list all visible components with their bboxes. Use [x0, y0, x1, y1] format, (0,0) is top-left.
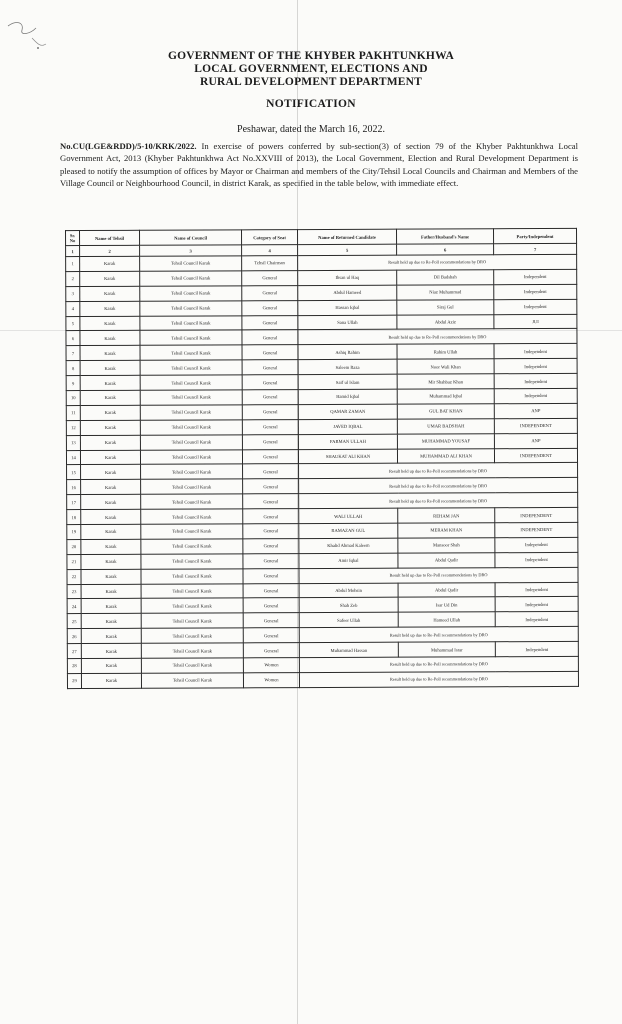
col-number: 6 — [397, 244, 494, 255]
cell-party: Independent — [494, 269, 577, 284]
cell-tehsil: Karak — [80, 375, 140, 390]
cell-sr-no: 2 — [66, 271, 80, 286]
cell-party: INDEPENDENT — [494, 418, 577, 433]
cell-father: GUL BAT KHAN — [397, 404, 494, 419]
cell-council: Tehsil Council Karak — [141, 673, 243, 688]
cell-category: General — [242, 405, 298, 420]
results-table — [65, 228, 579, 689]
cell-father: Abdul Aziz — [397, 314, 494, 329]
cell-result-held: Result held up due to Re-Poll recommendations by DRO — [299, 463, 578, 479]
cell-category: General — [242, 360, 298, 375]
cell-party: ANP — [494, 433, 577, 448]
cell-father: Rahim Ullah — [397, 344, 494, 359]
cell-sr-no: 19 — [67, 525, 81, 540]
cell-council: Tehsil Council Karak — [140, 420, 242, 435]
cell-candidate: Hamid Iqbal — [298, 389, 397, 404]
cell-father: UMAR BADSHAH — [397, 419, 494, 434]
cell-party: INDEPENDENT — [494, 448, 577, 463]
col-number: 3 — [140, 245, 242, 256]
cell-category: Tehsil Chairman — [242, 256, 298, 271]
cell-sr-no: 3 — [66, 286, 80, 301]
cell-category: General — [242, 449, 298, 464]
cell-council: Tehsil Council Karak — [141, 509, 243, 524]
cell-category: General — [242, 285, 298, 300]
cell-category: General — [243, 524, 299, 539]
cell-category: General — [242, 375, 298, 390]
dated-line: Peshawar, dated the March 16, 2022. — [237, 124, 385, 135]
cell-party: JUI — [494, 314, 577, 329]
cell-council: Tehsil Council Karak — [141, 569, 243, 584]
cell-tehsil: Karak — [80, 301, 140, 316]
cell-party: Independent — [495, 612, 578, 627]
cell-tehsil: Karak — [81, 495, 141, 510]
cell-category: General — [242, 330, 298, 345]
body-paragraph: In exercise of powers conferred by sub-section(3) of section 79 of the Khyber Pakhtunkhwa Local Government Act, 2013 (Khyber Pakhtunkhwa Act No.XXVIII of 2013), the Local Government, Election and Rural Development Department is pleased to notify the assumption of offices by Mayor or Chairman and members of the City/Tehsil Local Councils and Chairman and Members of the Village Council or Neighbourhood Council, in district Karak, as specified in the table below, with immediate effect. — [60, 141, 578, 189]
cell-tehsil: Karak — [80, 420, 140, 435]
cell-father: Siraj Gul — [397, 299, 494, 314]
cell-sr-no: 5 — [66, 316, 80, 331]
cell-candidate: RAMAZAN GUL — [299, 523, 398, 538]
cell-category: General — [243, 583, 299, 598]
cell-sr-no: 29 — [67, 673, 81, 688]
cell-tehsil: Karak — [80, 256, 140, 271]
cell-result-held: Result held up due to Re-Poll recommendations by DRO — [298, 329, 577, 345]
cell-category: General — [243, 479, 299, 494]
cell-tehsil: Karak — [81, 569, 141, 584]
header-party: Party/Independent — [493, 228, 576, 243]
cell-sr-no: 15 — [67, 465, 81, 480]
cell-sr-no: 18 — [67, 510, 81, 525]
cell-sr-no: 11 — [66, 405, 80, 420]
cell-council: Tehsil Council Karak — [141, 643, 243, 658]
cell-council: Tehsil Council Karak — [141, 554, 243, 569]
header-father: Father/Husband's Name — [397, 229, 494, 244]
cell-tehsil: Karak — [80, 405, 140, 420]
cell-party: Independent — [494, 388, 577, 403]
cell-council: Tehsil Council Karak — [140, 345, 242, 360]
cell-candidate: Safeer Ullah — [299, 613, 398, 628]
col-number: 7 — [494, 243, 577, 254]
col-number: 1 — [66, 246, 80, 257]
cell-father: Mansoor Shah — [398, 538, 495, 553]
cell-category: General — [242, 300, 298, 315]
cell-candidate: QAMAR ZAMAN — [298, 404, 397, 419]
cell-sr-no: 25 — [67, 614, 81, 629]
cell-council: Tehsil Council Karak — [141, 494, 243, 509]
cell-tehsil: Karak — [81, 465, 141, 480]
cell-sr-no: 16 — [67, 480, 81, 495]
cell-sr-no: 6 — [66, 331, 80, 346]
cell-father: Dil Badshah — [397, 270, 494, 285]
header-line-2: LOCAL GOVERNMENT, ELECTIONS AND — [194, 63, 428, 75]
cell-candidate: Abdul Hameed — [298, 285, 397, 300]
cell-council: Tehsil Council Karak — [140, 375, 242, 390]
cell-council: Tehsil Council Karak — [140, 301, 242, 316]
cell-council: Tehsil Council Karak — [141, 613, 243, 628]
cell-result-held: Result held up due to Re-Poll recommendations by DRO — [299, 567, 578, 583]
cell-sr-no: 1 — [66, 257, 80, 272]
cell-party: Independent — [495, 642, 578, 657]
cell-father: MUHAMMAD ALI KHAN — [397, 448, 494, 463]
cell-tehsil: Karak — [80, 390, 140, 405]
cell-candidate: Amir Iqbal — [299, 553, 398, 568]
cell-father: Niaz Muhammad — [397, 285, 494, 300]
cell-party: Independent — [495, 597, 578, 612]
cell-category: General — [243, 539, 299, 554]
cell-tehsil: Karak — [80, 331, 140, 346]
cell-category: Women — [243, 673, 299, 688]
cell-tehsil: Karak — [81, 658, 141, 673]
cell-candidate: WALI ULLAH — [299, 508, 398, 523]
cell-category: General — [243, 568, 299, 583]
cell-category: General — [243, 509, 299, 524]
cell-result-held: Result held up due to Re-Poll recommendations by DRO — [299, 671, 578, 687]
document-header — [0, 50, 622, 89]
cell-result-held: Result held up due to Re-Poll recommendations by DRO — [299, 656, 578, 672]
header-tehsil: Name of Tehsil — [80, 230, 140, 245]
cell-council: Tehsil Council Karak — [140, 286, 242, 301]
cell-sr-no: 21 — [67, 554, 81, 569]
cell-father: Hameed Ullah — [398, 612, 495, 627]
table-row — [67, 671, 578, 688]
cell-sr-no: 4 — [66, 301, 80, 316]
cell-tehsil: Karak — [81, 673, 141, 688]
notification-title: NOTIFICATION — [266, 98, 356, 110]
cell-father: Muhammad Iqbal — [397, 389, 494, 404]
cell-council: Tehsil Council Karak — [140, 449, 242, 464]
cell-category: General — [242, 434, 298, 449]
header-sr-no: Sr. No — [66, 231, 80, 246]
cell-sr-no: 12 — [66, 420, 80, 435]
cell-tehsil: Karak — [80, 435, 140, 450]
cell-sr-no: 8 — [66, 361, 80, 376]
cell-father: Abdul Qadir — [398, 582, 495, 597]
cell-council: Tehsil Council Karak — [140, 405, 242, 420]
cell-candidate: Muhammad Hassan — [299, 642, 398, 657]
cell-tehsil: Karak — [80, 361, 140, 376]
cell-council: Tehsil Council Karak — [140, 315, 242, 330]
cell-sr-no: 9 — [66, 376, 80, 391]
cell-category: General — [242, 419, 298, 434]
cell-result-held: Result held up due to Re-Poll recommendations by DRO — [298, 254, 577, 270]
cell-candidate: Saif ul Islam — [298, 374, 397, 389]
cell-tehsil: Karak — [81, 554, 141, 569]
cell-result-held: Result held up due to Re-Poll recommendations by DRO — [299, 627, 578, 643]
cell-party: Independent — [495, 552, 578, 567]
cell-candidate: Ashiq Rahim — [298, 345, 397, 360]
cell-sr-no: 23 — [67, 584, 81, 599]
cell-tehsil: Karak — [80, 271, 140, 286]
cell-category: General — [242, 315, 298, 330]
cell-council: Tehsil Council Karak — [141, 464, 243, 479]
cell-sr-no: 26 — [67, 629, 81, 644]
header-line-1: GOVERNMENT OF THE KHYBER PAKHTUNKHWA — [168, 50, 454, 62]
cell-tehsil: Karak — [80, 286, 140, 301]
cell-council: Tehsil Council Karak — [141, 524, 243, 539]
cell-sr-no: 20 — [67, 539, 81, 554]
cell-party: Independent — [495, 582, 578, 597]
cell-sr-no: 13 — [66, 435, 80, 450]
cell-council: Tehsil Council Karak — [141, 479, 243, 494]
cell-category: General — [242, 345, 298, 360]
header-line-3: RURAL DEVELOPMENT DEPARTMENT — [199, 76, 422, 88]
cell-category: General — [243, 553, 299, 568]
cell-candidate: Abdul Mohsin — [299, 583, 398, 598]
cell-candidate: Khalid Ahmad Kaleem — [299, 538, 398, 553]
cell-party: INDEPENDENT — [495, 522, 578, 537]
cell-tehsil: Karak — [81, 539, 141, 554]
cell-candidate: Saleem Raza — [298, 359, 397, 374]
cell-father: Abdul Qadir — [398, 553, 495, 568]
cell-candidate: Sana Ullah — [298, 315, 397, 330]
cell-sr-no: 22 — [67, 569, 81, 584]
cell-tehsil: Karak — [81, 480, 141, 495]
col-number: 2 — [80, 245, 140, 256]
cell-father: REHAM JAN — [398, 508, 495, 523]
table-body — [66, 254, 579, 688]
cell-candidate: Hassan Iqbal — [298, 300, 397, 315]
cell-tehsil: Karak — [81, 629, 141, 644]
cell-tehsil: Karak — [81, 584, 141, 599]
cell-council: Tehsil Council Karak — [140, 271, 242, 286]
cell-father: Noor Wali Khan — [397, 359, 494, 374]
cell-party: Independent — [494, 344, 577, 359]
cell-category: General — [243, 464, 299, 479]
cell-council: Tehsil Council Karak — [140, 360, 242, 375]
reference-number: No.CU(LGE&RDD)/5-10/KRK/2022. — [60, 141, 197, 151]
cell-council: Tehsil Council Karak — [141, 598, 243, 613]
cell-father: Muhammad Israr — [398, 642, 495, 657]
cell-sr-no: 28 — [67, 659, 81, 674]
cell-category: General — [243, 628, 299, 643]
cell-council: Tehsil Council Karak — [140, 390, 242, 405]
cell-party: Independent — [494, 374, 577, 389]
cell-father: MERAM KHAN — [398, 523, 495, 538]
cell-category: General — [243, 494, 299, 509]
header-category: Category of Seat — [242, 230, 298, 245]
cell-candidate: Ihsan ul Haq — [298, 270, 397, 285]
cell-candidate: JAVED IQBAL — [298, 419, 397, 434]
cell-category: Women — [243, 658, 299, 673]
cell-sr-no: 7 — [66, 346, 80, 361]
cell-result-held: Result held up due to Re-Poll recommendations by DRO — [299, 493, 578, 509]
cell-tehsil: Karak — [81, 524, 141, 539]
cell-council: Tehsil Council Karak — [140, 330, 242, 345]
cell-father: MUHAMMAD YOUSAF — [397, 433, 494, 448]
header-council: Name of Council — [140, 230, 242, 245]
col-number: 5 — [298, 244, 397, 255]
cell-party: Independent — [494, 299, 577, 314]
cell-council: Tehsil Council Karak — [141, 628, 243, 643]
cell-tehsil: Karak — [80, 450, 140, 465]
cell-council: Tehsil Council Karak — [140, 435, 242, 450]
cell-result-held: Result held up due to Re-Poll recommendations by DRO — [299, 478, 578, 494]
cell-council: Tehsil Council Karak — [141, 583, 243, 598]
notification-body — [60, 140, 578, 190]
cell-sr-no: 14 — [66, 450, 80, 465]
cell-candidate: FARMAN ULLAH — [298, 434, 397, 449]
cell-party: INDEPENDENT — [495, 508, 578, 523]
cell-category: General — [242, 390, 298, 405]
cell-category: General — [243, 613, 299, 628]
cell-sr-no: 27 — [67, 644, 81, 659]
cell-candidate: Shah Zeb — [299, 598, 398, 613]
cell-sr-no: 24 — [67, 599, 81, 614]
cell-candidate: SHAUKAT ALI KHAN — [298, 449, 397, 464]
cell-category: General — [242, 270, 298, 285]
cell-category: General — [243, 643, 299, 658]
cell-party: Independent — [494, 359, 577, 374]
cell-sr-no: 10 — [66, 391, 80, 406]
cell-party: ANP — [494, 403, 577, 418]
cell-tehsil: Karak — [81, 643, 141, 658]
cell-council: Tehsil Council Karak — [141, 658, 243, 673]
cell-council: Tehsil Council Karak — [141, 539, 243, 554]
cell-tehsil: Karak — [80, 346, 140, 361]
cell-tehsil: Karak — [80, 316, 140, 331]
cell-tehsil: Karak — [81, 614, 141, 629]
cell-tehsil: Karak — [81, 599, 141, 614]
cell-father: Mir Shahbaz Khan — [397, 374, 494, 389]
cell-father: Isar Ud Din — [398, 597, 495, 612]
header-candidate: Name of Returned Candidate — [298, 229, 397, 244]
cell-party: Independent — [494, 284, 577, 299]
cell-party: Independent — [495, 537, 578, 552]
cell-council: Tehsil Council Karak — [140, 256, 242, 271]
cell-tehsil: Karak — [81, 509, 141, 524]
col-number: 4 — [242, 245, 298, 256]
cell-category: General — [243, 598, 299, 613]
cell-sr-no: 17 — [67, 495, 81, 510]
